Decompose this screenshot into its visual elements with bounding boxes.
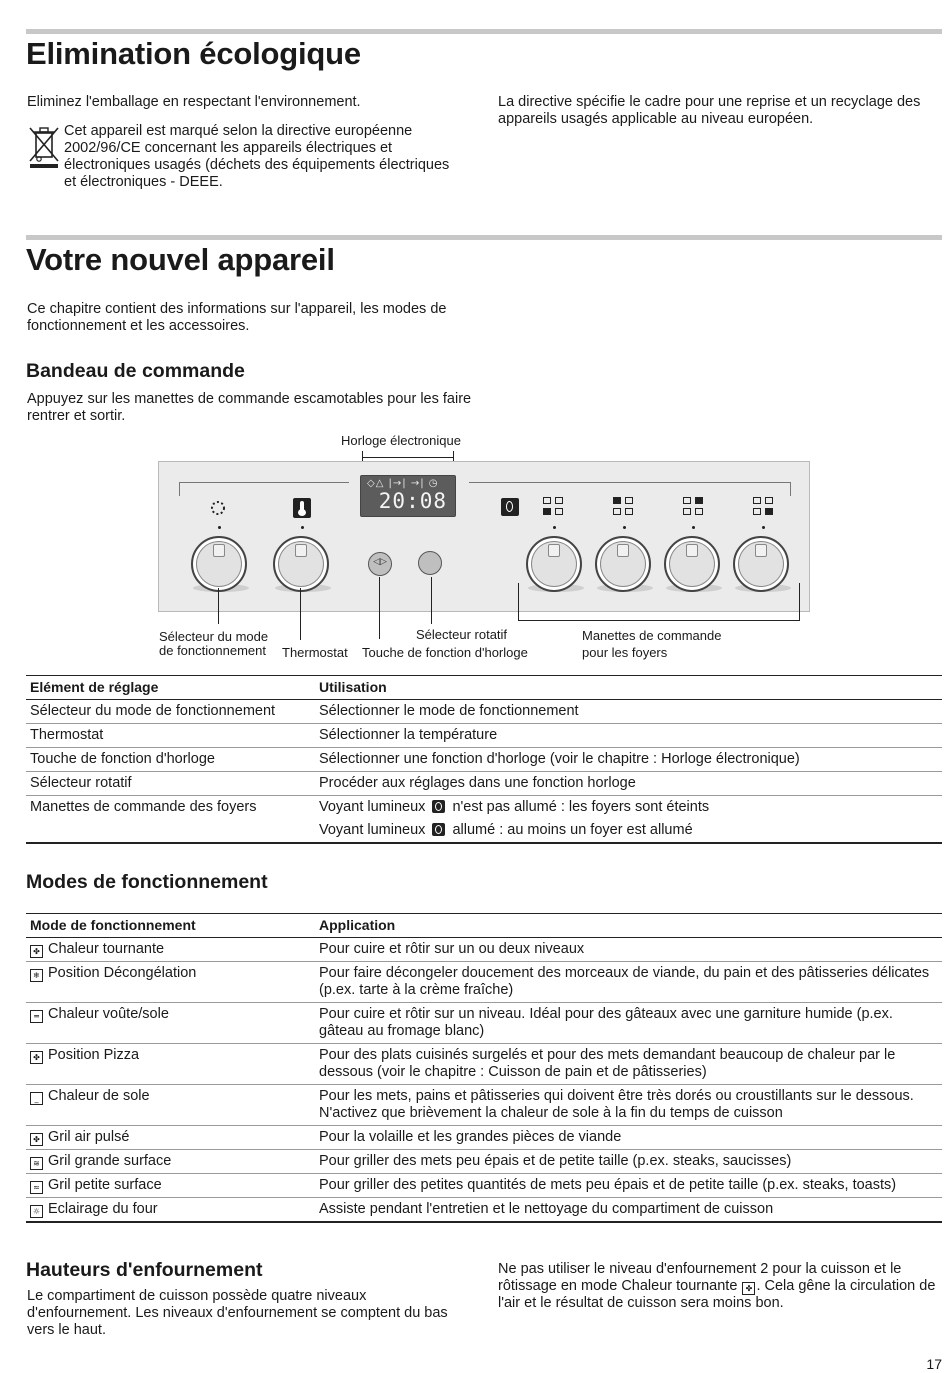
indicator-lamp-icon (501, 498, 519, 516)
section-title-appareil: Votre nouvel appareil (26, 242, 335, 277)
mode-application: Pour la volaille et les grandes pièces de viande (315, 1126, 942, 1150)
hob-front-right-icon (753, 497, 775, 517)
display-time: 20:08 (378, 489, 447, 513)
label-hob-2: pour les foyers (582, 645, 668, 660)
mode-selector-knob[interactable] (191, 536, 247, 592)
table-header: Mode de fonctionnement (26, 914, 315, 938)
table-row (26, 1150, 942, 1174)
table-row (26, 1126, 942, 1150)
leader-line (379, 577, 380, 639)
subtitle-hauteurs: Hauteurs d'enfournement (26, 1259, 263, 1281)
fan-icon: ✤ (30, 945, 43, 958)
fan-icon: ✤ (742, 1282, 755, 1295)
oven-light-icon: ☼ (30, 1205, 43, 1218)
appareil-intro: Ce chapitre contient des informations sur l'appareil, les modes de fonctionnement et les accessoires. (27, 301, 447, 334)
table-row (26, 1003, 942, 1044)
mode-name: Chaleur de sole (48, 1088, 150, 1104)
subtitle-bandeau: Bandeau de commande (26, 360, 245, 382)
leader-line (431, 577, 432, 624)
bandeau-text: Appuyez sur les manettes de commande escamotables pour les faire rentrer et sortir. (27, 391, 472, 424)
table-row (26, 1044, 942, 1085)
hauteurs-left-text: Le compartiment de cuisson possède quatre niveaux d'enfournement. Les niveaux d'enfournement se comptent du bas vers le haut. (27, 1288, 448, 1338)
label-mode-selector-1: Sélecteur du mode (159, 629, 269, 644)
label-hob-1: Manettes de commande (582, 628, 722, 643)
table-row (26, 1174, 942, 1198)
label-horloge: Horloge électronique (341, 433, 461, 448)
mode-application: Pour faire décongeler doucement des morceaux de viande, du pain et des pâtisseries délicates (p.ex. tarte à la crème fraîche) (315, 962, 942, 1003)
bottom-heat-icon: _ (30, 1092, 43, 1105)
table-row: Thermostat Sélectionner la température (26, 724, 942, 748)
hauteurs-right-text: Ne pas utiliser le niveau d'enfournement 2 pour la cuisson et le rôtissage en mode Chaleur tournante ✤ . Cela gêne la circulation de l'air et le résultat de cuisson sera moins bon. (498, 1261, 936, 1311)
hob-back-left-icon (613, 497, 635, 517)
knob-marker-dot (553, 526, 556, 529)
label-thermostat: Thermostat (282, 645, 348, 660)
small-grill-icon: ≈ (30, 1181, 43, 1194)
modes-table (26, 913, 942, 1223)
elimination-intro: Eliminez l'emballage en respectant l'environnement. (27, 94, 361, 110)
mode-name: Position Décongélation (48, 965, 197, 981)
hob-bracket (518, 583, 800, 621)
mode-name: Gril petite surface (48, 1177, 162, 1193)
label-mode-selector-2: de fonctionnement (159, 643, 266, 658)
mode-name: Position Pizza (48, 1047, 140, 1063)
table-row: Touche de fonction d'horloge Sélectionner une fonction d'horloge (voir le chapitre : Horloge électronique) (26, 748, 942, 772)
mode-application: Pour griller des petites quantités de mets peu épais et de petite taille (p.ex. steaks, toasts) (315, 1174, 942, 1198)
defrost-icon: ❄ (30, 969, 43, 982)
table-header: Utilisation (315, 676, 942, 700)
section-rule (26, 29, 942, 34)
crossed-bin-icon (27, 125, 61, 169)
label-clock-key: Touche de fonction d'horloge (362, 645, 528, 660)
mode-name: Gril grande surface (48, 1153, 172, 1169)
leader-line (300, 588, 301, 640)
knob-marker-dot (692, 526, 695, 529)
leader-line (362, 457, 454, 458)
thermometer-icon (293, 498, 311, 518)
clock-function-button[interactable]: ◁▷ (368, 552, 392, 576)
section-rule (26, 235, 942, 240)
mode-name: Chaleur tournante (48, 941, 165, 957)
table-row (26, 1085, 942, 1126)
table-row: Manettes de commande des foyers Voyant lumineux n'est pas allumé : les foyers sont éteints Voyant lumineux allumé : au moins un foyer est allumé (26, 796, 942, 844)
mode-name: Chaleur voûte/sole (48, 1006, 169, 1022)
knob-marker-dot (623, 526, 626, 529)
hob-front-left-icon (543, 497, 565, 517)
mode-application: Assiste pendant l'entretien et le nettoyage du compartiment de cuisson (315, 1198, 942, 1223)
page-number: 17 (926, 1356, 942, 1372)
knob-marker-dot (218, 526, 221, 529)
section-title-elimination: Elimination écologique (26, 36, 361, 71)
subtitle-modes: Modes de fonctionnement (26, 871, 268, 893)
mode-application: Pour les mets, pains et pâtisseries qui doivent être très dorés ou croustillants sur le dessous. N'activez que brièvement la chaleur de sole à la fin du temps de cuisson (315, 1085, 942, 1126)
mode-selector-icon (209, 499, 227, 517)
rotary-selector[interactable] (418, 551, 442, 575)
mode-name: Eclairage du four (48, 1201, 158, 1217)
controls-table (26, 675, 942, 844)
table-row (26, 1198, 942, 1223)
leader-line (218, 588, 219, 624)
panel-bracket (179, 482, 349, 496)
top-bottom-heat-icon: ═ (30, 1010, 43, 1023)
pizza-icon: ✤ (30, 1051, 43, 1064)
knob-marker-dot (762, 526, 765, 529)
panel-bracket (469, 482, 791, 496)
table-row (26, 962, 942, 1003)
table-row (26, 938, 942, 962)
table-row: Sélecteur rotatif Procéder aux réglages dans une fonction horloge (26, 772, 942, 796)
weee-text: Cet appareil est marqué selon la directive européenne 2002/96/CE concernant les appareils électriques et électroniques usagés (déchets des équipements électriques et électroniques - DEEE. (64, 123, 450, 190)
table-header: Elément de réglage (26, 676, 315, 700)
mode-application: Pour cuire et rôtir sur un niveau. Idéal pour des gâteaux avec une garniture humide (p.ex. gâteau au fromage blanc) (315, 1003, 942, 1044)
mode-application: Pour griller des mets peu épais et de petite taille (p.ex. steaks, saucisses) (315, 1150, 942, 1174)
full-grill-icon: ≋ (30, 1157, 43, 1170)
lamp-icon (432, 823, 445, 836)
mode-name: Gril air pulsé (48, 1129, 130, 1145)
table-header: Application (315, 914, 942, 938)
knob-marker-dot (301, 526, 304, 529)
table-row: Sélecteur du mode de fonctionnement Sélectionner le mode de fonctionnement (26, 700, 942, 724)
directive-text: La directive spécifie le cadre pour une reprise et un recyclage des appareils usagés applicable au niveau européen. (498, 94, 921, 127)
display-symbols: ◇△ |→| →| ◷ (367, 478, 439, 489)
hob-back-right-icon (683, 497, 705, 517)
thermostat-knob[interactable] (273, 536, 329, 592)
fan-grill-icon: ✤ (30, 1133, 43, 1146)
label-rotary: Sélecteur rotatif (416, 627, 508, 642)
mode-application: Pour des plats cuisinés surgelés et pour des mets demandant beaucoup de chaleur par le dessous (voir le chapitre : Cuisson de pain et de pâtisseries) (315, 1044, 942, 1085)
lamp-icon (432, 800, 445, 813)
clock-display (360, 475, 456, 517)
mode-application: Pour cuire et rôtir sur un ou deux niveaux (315, 938, 942, 962)
